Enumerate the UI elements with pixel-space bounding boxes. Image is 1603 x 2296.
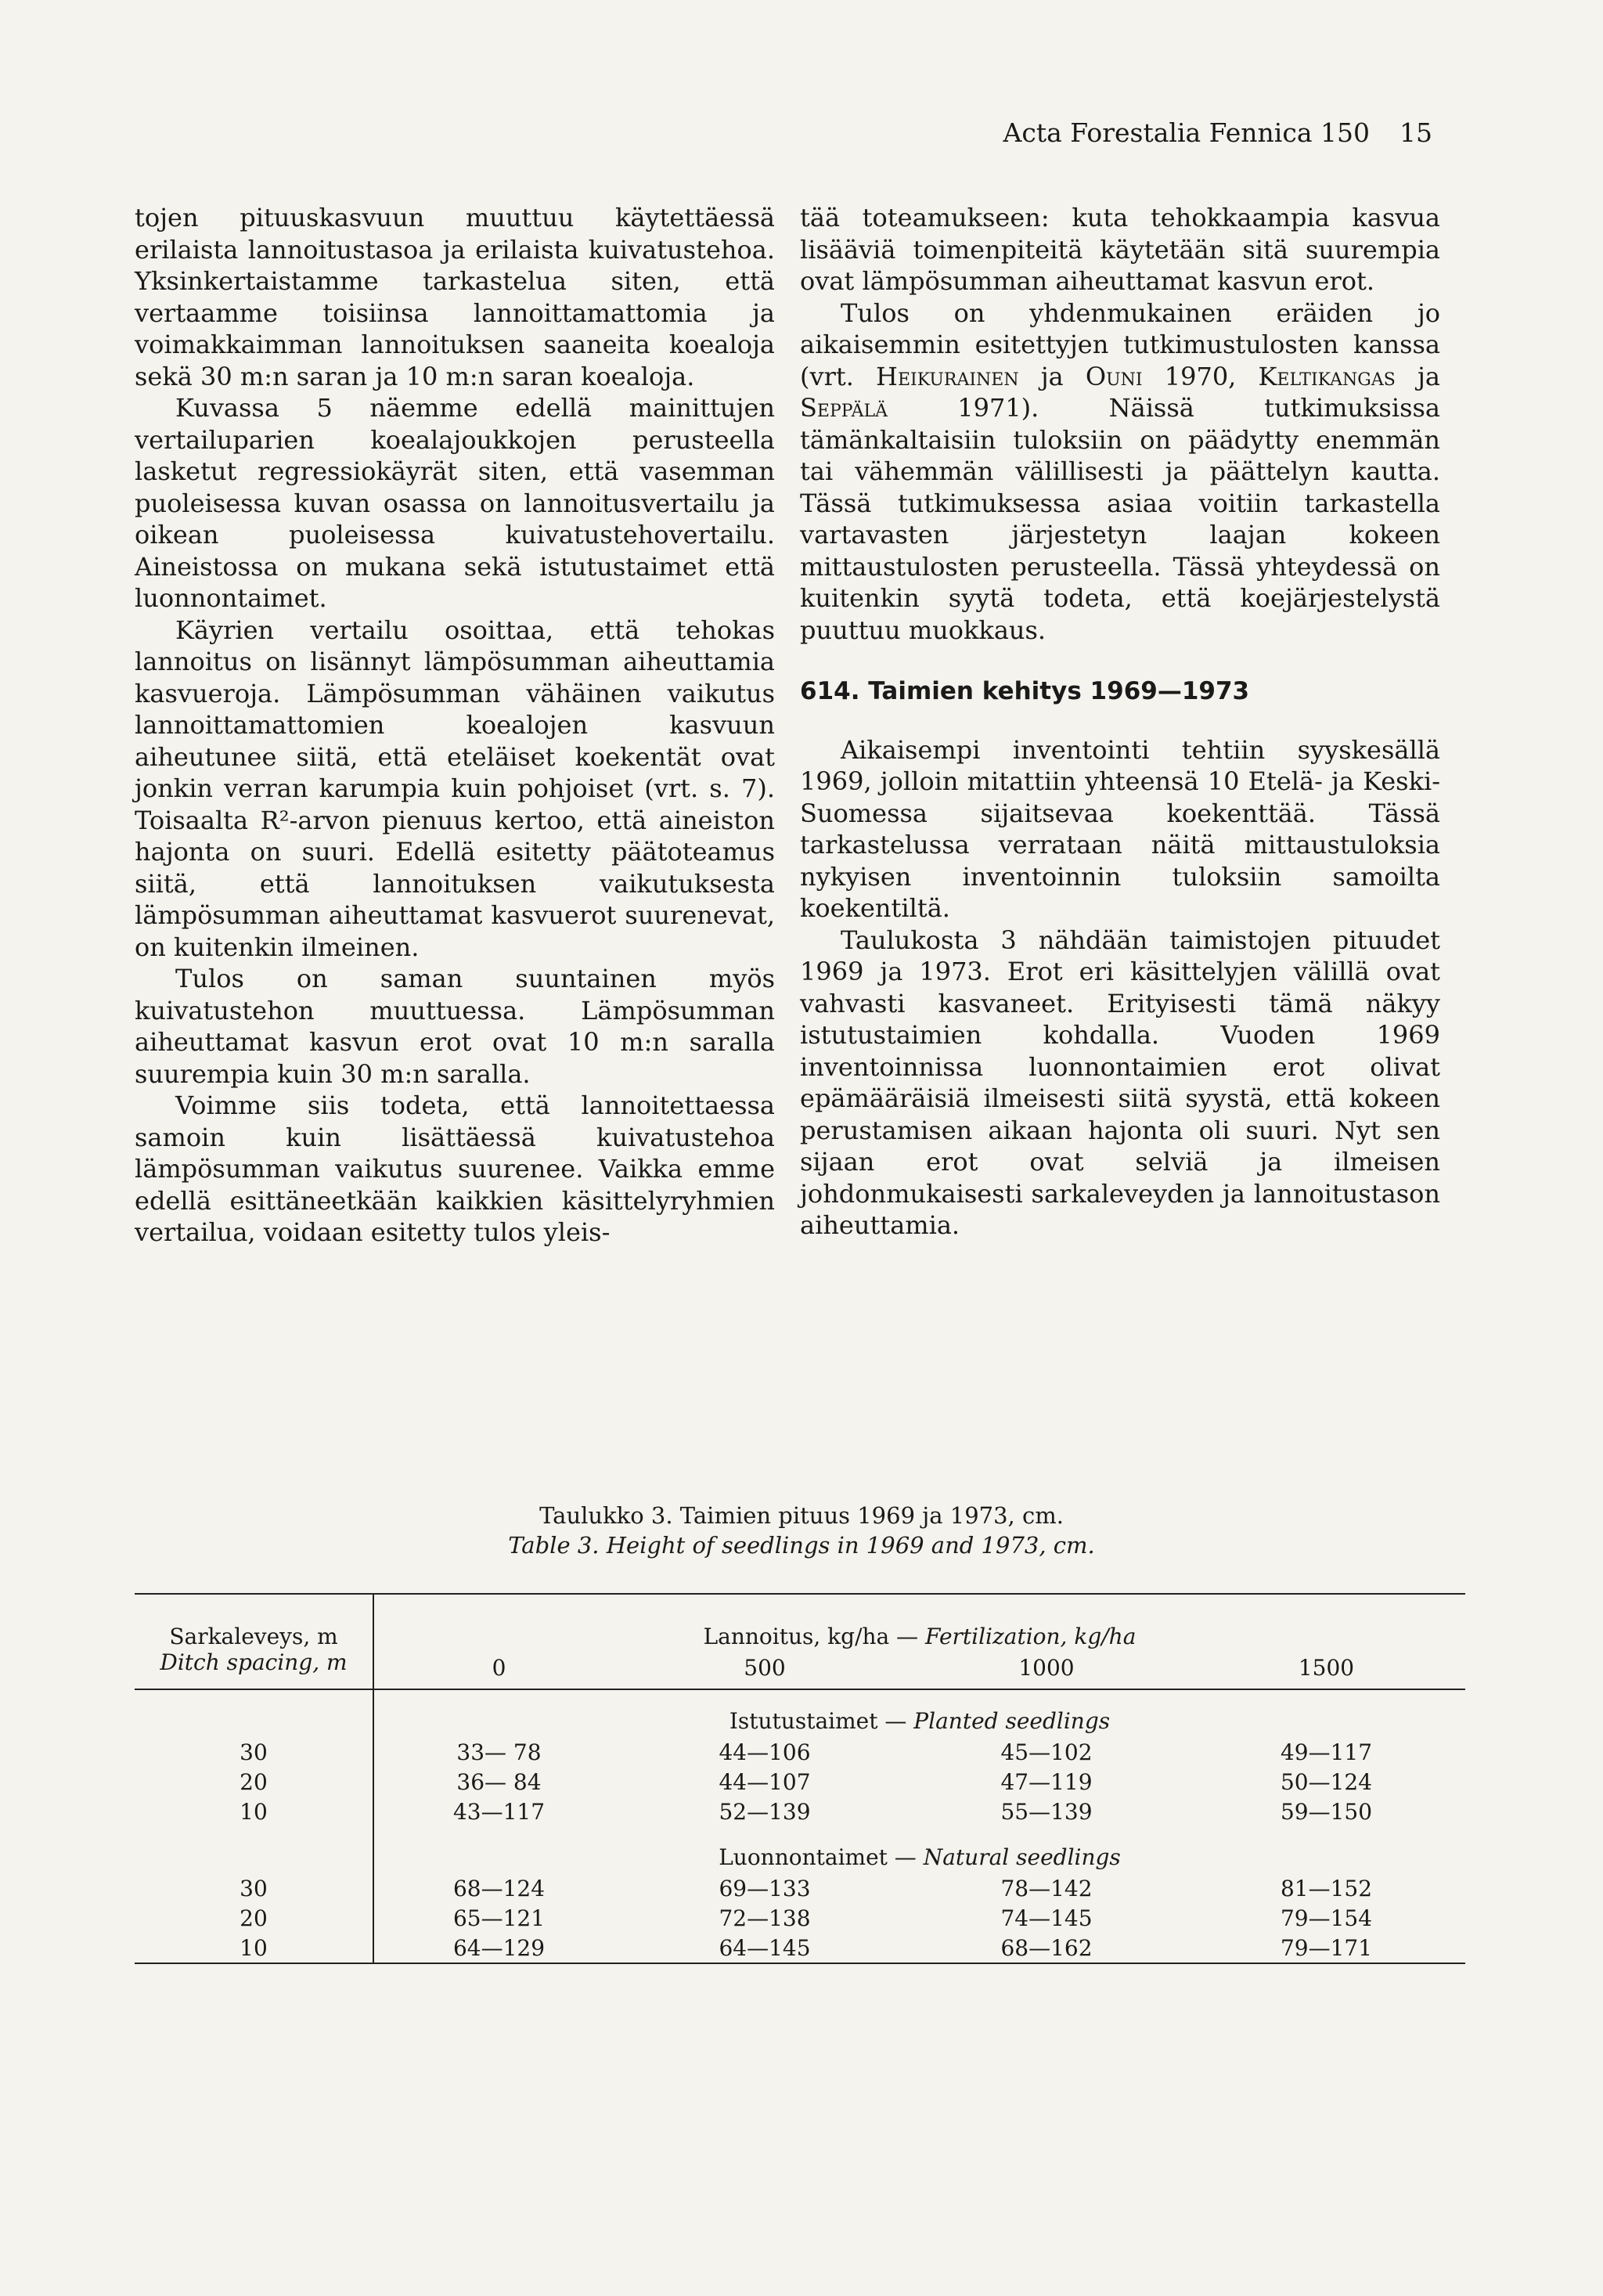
group-heading: Istutustaimet — Planted seedlings (729, 1708, 1111, 1734)
paragraph: tää toteamukseen: kuta tehokkaampia kasvua lisääviä toimenpiteitä käytetään sitä suurempia ovat lämpösumman aiheuttamat kasvun erot. (800, 203, 1440, 296)
author-name: Heikurainen (876, 361, 1019, 391)
caption-finnish: Taulukko 3. Taimien pituus 1969 ja 1973, cm. (539, 1502, 1064, 1529)
journal-title: Acta Forestalia Fennica 150 (1003, 117, 1370, 148)
table-caption (0, 1501, 1603, 1560)
paragraph: Kuvassa 5 näemme edellä mainittujen vertailuparien koealajoukkojen perusteella lasketut regressiokäyrät siten, että vasemman puoleisessa kuvan osassa on lannoitusvertailu ja oikean puoleisessa kuivatustehovertailu. Aineistossa on mukana sekä istutustaimet että luonnontaimet. (135, 393, 775, 613)
section-heading: 614. Taimien kehitys 1969—1973 (800, 677, 1250, 705)
group-heading: Luonnontaimet — Natural seedlings (719, 1844, 1121, 1870)
column-header: 1500 (1298, 1655, 1355, 1681)
seedling-height-table (135, 1593, 1465, 1964)
paragraph: Käyrien vertailu osoittaa, että tehokas lannoitus on lisännyt lämpösumman aiheuttamia kasvueroja. Lämpösumman vähäinen vaikutus lannoittamattomien koealojen kasvuun aiheutunee siitä, että eteläiset koekentät ovat jonkin verran karumpia kuin pohjoiset (vrt. s. 7). Toisaalta R²-arvon pienuus kertoo, että aineiston hajonta on suuri. Edellä esitetty päätoteamus siitä, että lannoituksen vaikutuksesta lämpösumman aiheuttamat kasvuerot suurenevat, on kuitenkin ilmeinen. (135, 615, 775, 962)
running-header (1003, 117, 1432, 148)
column-group-header: Lannoitus, kg/ha — Fertilization, kg/ha (703, 1624, 1137, 1649)
row-header-en: Ditch spacing, m (135, 1649, 373, 1689)
paragraph: Tulos on saman suuntainen myös kuivatustehon muuttuessa. Lämpösumman aiheuttamat kasvun erot ovat 10 m:n saralla suurempia kuin 30 m:n saralla. (135, 964, 775, 1089)
paragraph: Taulukosta 3 nähdään taimistojen pituudet 1969 ja 1973. Erot eri käsittelyjen välillä ovat vahvasti kasvaneet. Erityisesti tämä näkyy istutustaimien kohdalla. Vuoden 1969 inventoinnissa luonnontaimien erot olivat epämääräisiä ilmeisesti siitä syystä, että kokeen perustamisen aikaan hajonta oli suuri. Nyt sen sijaan erot ovat selviä ja ilmeisen johdonmukaisesti sarkaleveyden ja lannoitustason aiheuttamia. (800, 925, 1440, 1240)
author-name: Ouni (1085, 361, 1143, 391)
caption-english: Table 3. Height of seedlings in 1969 and 1973, cm. (508, 1532, 1095, 1559)
table-row: 30 33— 78 44—106 45—102 49—117 (135, 1737, 1465, 1767)
table-row: 20 36— 84 44—107 47—119 50—124 (135, 1767, 1465, 1797)
right-column (800, 202, 1440, 1242)
paragraph: Tulos on yhdenmukainen eräiden jo aikaisemmin esitettyjen tutkimustulosten kanssa (vrt. Heikurainen ja Ouni 1970, Keltikangas ja Seppälä 1971). Näissä tutkimuksissa tämänkaltaisiin tuloksiin on päädytty enemmän tai vähemmän välillisesti ja päättelyn kautta. Tässä tutkimuksessa asiaa voitiin tarkastella vartavasten järjestetyn laajan kokeen mittaustulosten perusteella. Tässä yhteydessä on kuitenkin syytä todeta, että koejärjestelystä puuttuu muokkaus. (800, 297, 1440, 645)
paragraph: Voimme siis todeta, että lannoitettaessa samoin kuin lisättäessä kuivatustehoa lämpösumman vaikutus suurenee. Vaikka emme edellä esittäneetkään kaikkien käsittelyryhmien vertailua, voidaan esitetty tulos yleis- (135, 1090, 775, 1247)
column-header: 500 (744, 1655, 786, 1681)
table-row: 10 64—129 64—145 68—162 79—171 (135, 1933, 1465, 1963)
row-header-fi: Sarkaleveys, m (135, 1594, 373, 1649)
column-header: 1000 (1018, 1655, 1075, 1681)
author-name: Seppälä (800, 393, 888, 423)
table-row: 20 65—121 72—138 74—145 79—154 (135, 1903, 1465, 1933)
table-row: 30 68—124 69—133 78—142 81—152 (135, 1873, 1465, 1903)
left-column (135, 202, 775, 1249)
paragraph: tojen pituuskasvuun muuttuu käytettäessä erilaista lannoitustasoa ja erilaista kuivatustehoa. Yksinkertaistamme tarkastelua siten, että vertaamme toisiinsa lannoittamattomia ja voimakkaimman lannoituksen saaneita koealoja sekä 30 m:n saran ja 10 m:n saran koealoja. (135, 203, 775, 391)
column-header: 0 (492, 1655, 506, 1681)
page-number: 15 (1399, 117, 1432, 148)
paragraph: Aikaisempi inventointi tehtiin syyskesällä 1969, jolloin mitattiin yhteensä 10 Etelä- ja Keski-Suomessa sijaitsevaa koekenttää. Tässä tarkastelussa verrataan näitä mittaustuloksia nykyisen inventoinnin tuloksiin samoilta koekentiltä. (800, 734, 1440, 923)
author-name: Keltikangas (1258, 361, 1396, 391)
table-row: 10 43—117 52—139 55—139 59—150 (135, 1797, 1465, 1826)
